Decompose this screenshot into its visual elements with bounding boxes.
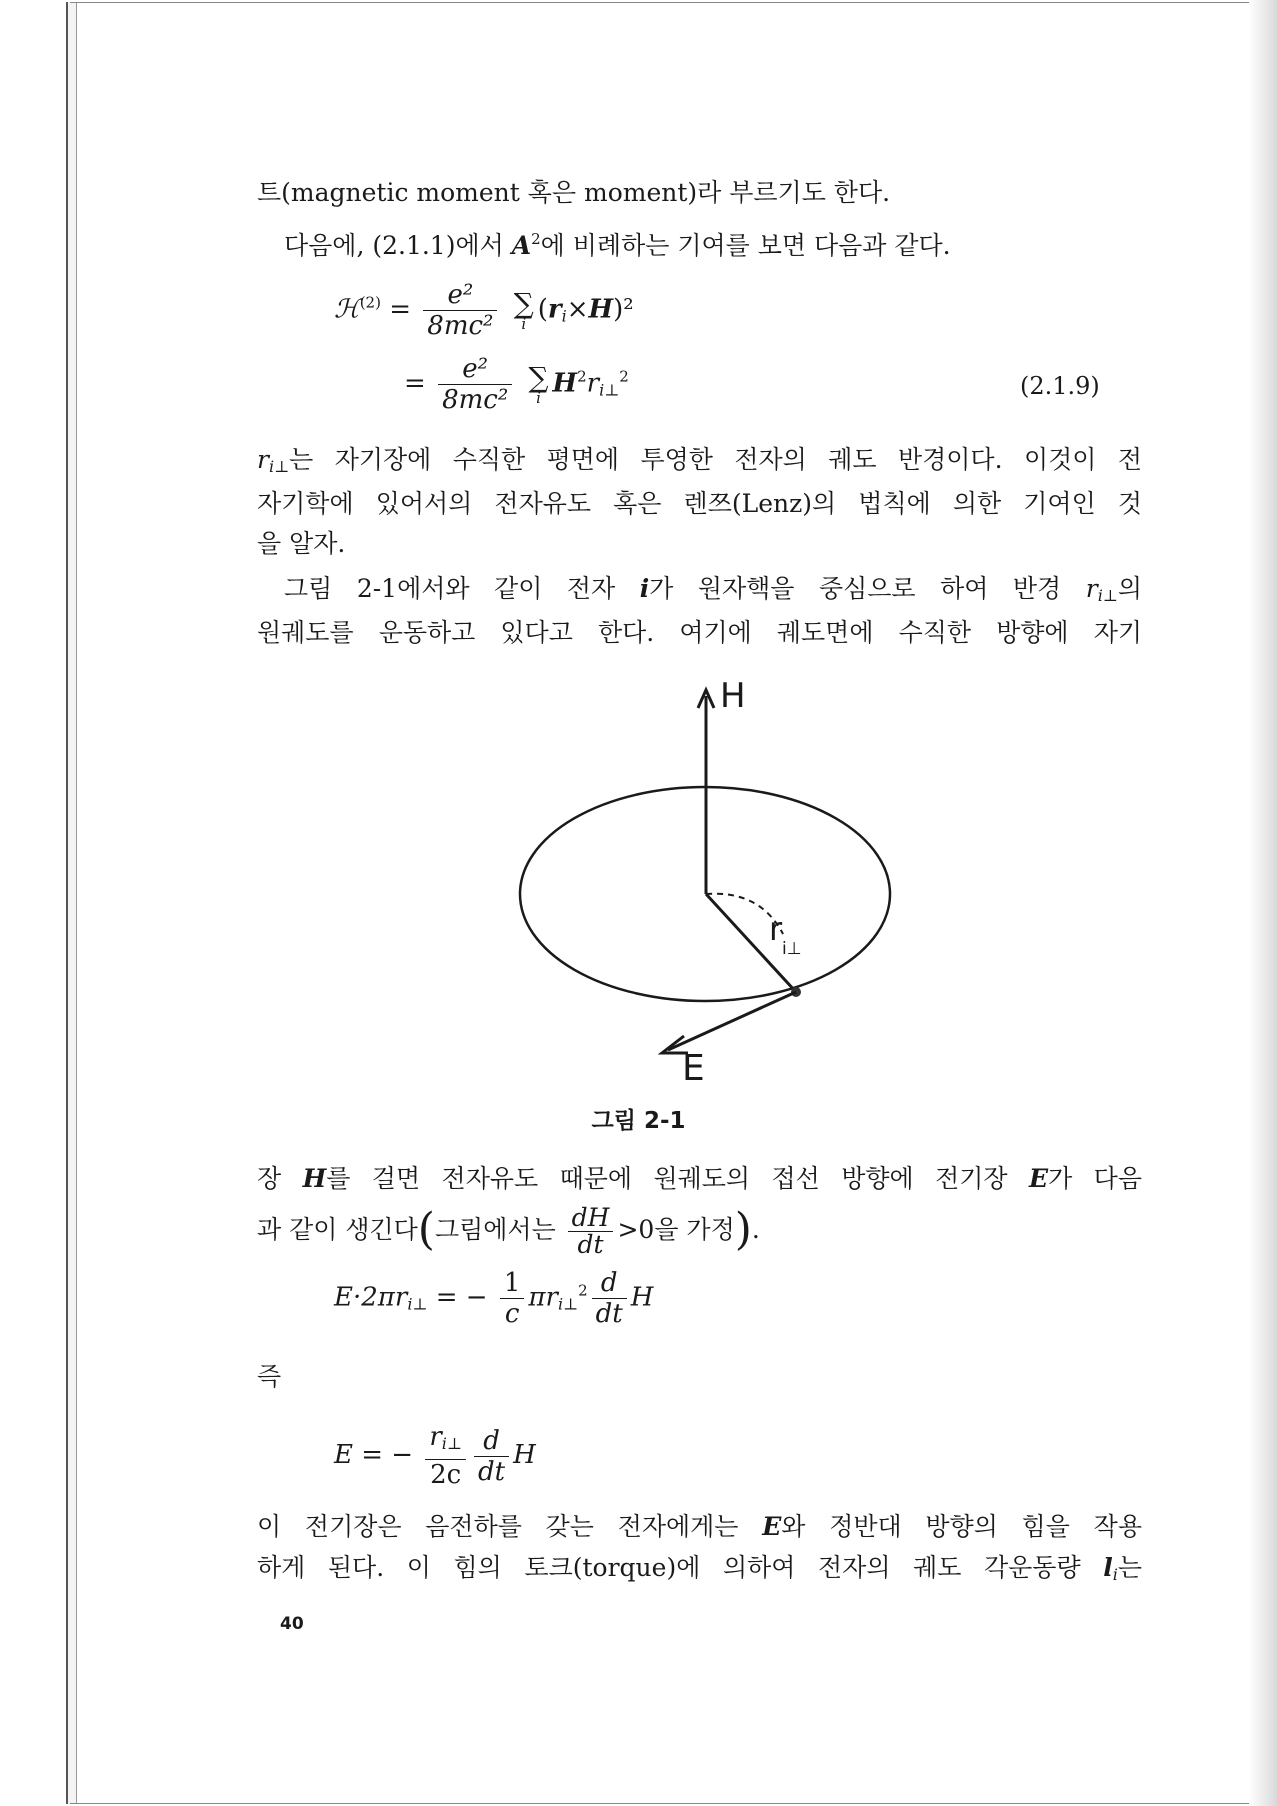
symbol-H: H — [302, 1164, 327, 1193]
eq-superscript: 2 — [578, 1281, 588, 1300]
paren: ( — [417, 1204, 435, 1255]
fraction-denominator: dt — [577, 1230, 604, 1259]
eq-term: πr — [528, 1282, 558, 1313]
eq-fraction — [423, 280, 497, 341]
eq-subscript: i⊥ — [599, 380, 620, 400]
sum-sign: ∑ — [528, 360, 549, 394]
eq-denominator: 2c — [430, 1460, 462, 1490]
eq-fraction — [592, 1268, 627, 1329]
text-span: 을 알자. — [257, 529, 346, 558]
book-spine-edge — [66, 2, 77, 1804]
text-span: 원궤도를 운동하고 있다고 한다. 여기에 궤도면에 수직한 방향에 자기 — [257, 618, 1142, 647]
eq-fraction — [500, 1268, 525, 1329]
label-r-subscript: i⊥ — [782, 939, 802, 959]
text-line-1-content: 트(magnetic moment 혹은 moment)라 부르기도 한다. — [257, 178, 891, 207]
text-line-11 — [257, 1510, 1142, 1544]
text-span: 다음에, (2.1.1)에서 — [284, 231, 512, 260]
page-right-shadow — [1249, 0, 1277, 1806]
eq-symbol: r — [586, 368, 600, 399]
eq-term: H — [513, 1440, 536, 1470]
equation-emf — [334, 1268, 653, 1329]
eq-denominator: 8mc² — [442, 385, 509, 415]
text-span: 에 비례하는 기여를 보면 다음과 같다. — [540, 231, 951, 260]
text-line-6 — [284, 572, 1142, 613]
eq-lhs: E — [334, 1440, 353, 1470]
page-top-border — [70, 2, 1260, 3]
text-span: 과 같이 생긴다 — [257, 1215, 418, 1244]
eq-denominator: 8mc² — [427, 311, 494, 341]
eq-numerator: 1 — [500, 1268, 525, 1299]
sum-index: i — [536, 388, 541, 407]
text-span: 와 정반대 방향의 힘을 작용 — [781, 1512, 1142, 1541]
text-line-4 — [257, 487, 1142, 521]
text-span: . — [751, 1215, 760, 1244]
eq-denominator: c — [504, 1299, 520, 1329]
text-line-2 — [284, 222, 1142, 263]
eq-superscript: 2 — [577, 367, 587, 386]
text-span: >0을 가정 — [617, 1215, 735, 1244]
text-span: 하게 된다. 이 힘의 토크(torque)에 의하여 전자의 궤도 각운동량 — [257, 1553, 1104, 1582]
text-span: 이 전기장은 음전하를 갖는 전자에게는 — [257, 1512, 763, 1541]
symbol-i: i — [639, 574, 650, 603]
text-span: 가 다음 — [1048, 1164, 1142, 1193]
text-line-7 — [257, 616, 1142, 650]
symbol-E: E — [1029, 1164, 1049, 1193]
eq-denominator: dt — [477, 1456, 506, 1487]
eq-symbol: r — [429, 1422, 442, 1452]
eq-equals: = − — [361, 1440, 414, 1470]
eq-subscript: i⊥ — [557, 1294, 579, 1314]
text-span: 가 원자핵을 중심으로 하여 반경 — [649, 574, 1086, 603]
eq-superscript: (2) — [359, 293, 381, 312]
text-span: 의 — [1117, 574, 1143, 603]
eq-numerator: e² — [423, 280, 497, 311]
eq-superscript: 2 — [619, 367, 629, 386]
text-span: 는 자기장에 수직한 평면에 투영한 전자의 궤도 반경이다. 이것이 전 — [289, 445, 1142, 474]
subscript: i — [1112, 1565, 1118, 1584]
equation-hamiltonian-2 — [334, 280, 634, 341]
eq-equals: = — [389, 294, 412, 325]
symbol-l: l — [1103, 1553, 1113, 1582]
eq-lhs: E·2πr — [334, 1282, 408, 1313]
eq-symbol: H — [552, 368, 578, 399]
eq-fraction — [425, 1422, 466, 1490]
sum-sign: ∑ — [513, 286, 534, 320]
dH-dt-fraction — [568, 1205, 614, 1258]
equation-number: (2.1.9) — [1020, 372, 1100, 400]
text-line-3 — [257, 443, 1142, 484]
paren: ) — [734, 1204, 752, 1255]
text-span: 그림에서는 — [434, 1215, 564, 1244]
eq-paren: ( — [537, 294, 548, 325]
fraction-numerator: dH — [568, 1205, 614, 1232]
text-line-12 — [257, 1551, 1142, 1592]
eq-equals: = — [404, 368, 426, 399]
eq-subscript: i — [561, 306, 567, 326]
eq-denominator: dt — [595, 1299, 623, 1329]
text-line-8 — [257, 1162, 1142, 1196]
eq-numerator: d — [592, 1268, 627, 1299]
eq-paren: )² — [613, 294, 634, 325]
label-H: H — [720, 676, 746, 716]
eq-sum — [528, 360, 549, 407]
equation-e-field — [334, 1422, 536, 1490]
eq-sum — [513, 286, 534, 333]
label-E: E — [682, 1048, 705, 1082]
text-line-9 — [257, 1200, 1142, 1260]
figure-2-1 — [500, 672, 920, 1082]
label-r: r — [769, 910, 783, 948]
eq-subscript: i⊥ — [407, 1294, 428, 1314]
eq-numerator: d — [474, 1426, 509, 1457]
eq-symbol: H — [588, 294, 614, 325]
text-line-10 — [257, 1360, 1142, 1394]
text-span: 자기학에 있어서의 전자유도 혹은 렌쯔(Lenz)의 법칙에 의한 기여인 것 — [257, 489, 1142, 518]
page-bottom-border — [70, 1803, 1260, 1804]
eq-numerator: e² — [438, 354, 512, 385]
text-line-5 — [257, 527, 1142, 561]
eq-times: × — [566, 294, 589, 325]
eq-term: H — [630, 1282, 654, 1313]
eq-equals: = − — [435, 1282, 488, 1313]
equation-2-1-9 — [404, 354, 629, 415]
text-span: 장 — [257, 1164, 303, 1193]
eq-fraction — [474, 1426, 509, 1487]
text-span: 를 걸면 전자유도 때문에 원궤도의 접선 방향에 전기장 — [326, 1164, 1030, 1193]
eq-subscript: i⊥ — [441, 1434, 462, 1453]
text-span: 그림 2-1에서와 같이 전자 — [284, 574, 640, 603]
eq-symbol: ℋ — [334, 294, 360, 325]
text-span: 는 — [1117, 1553, 1142, 1582]
sum-index: i — [521, 314, 527, 333]
text-line-1 — [257, 176, 1142, 210]
superscript: 2 — [531, 230, 541, 248]
figure-caption: 그림 2-1 — [591, 1108, 686, 1134]
symbol-E: E — [762, 1512, 782, 1541]
symbol-r: r — [257, 445, 269, 474]
subscript: i⊥ — [268, 457, 290, 476]
page-number: 40 — [280, 1614, 304, 1634]
eq-fraction — [438, 354, 512, 415]
text-span: 즉 — [257, 1362, 282, 1391]
symbol-A: A — [511, 231, 532, 260]
subscript: i⊥ — [1097, 586, 1118, 605]
eq-numerator — [425, 1422, 466, 1460]
eq-symbol: r — [547, 294, 562, 325]
symbol-r: r — [1085, 574, 1098, 603]
